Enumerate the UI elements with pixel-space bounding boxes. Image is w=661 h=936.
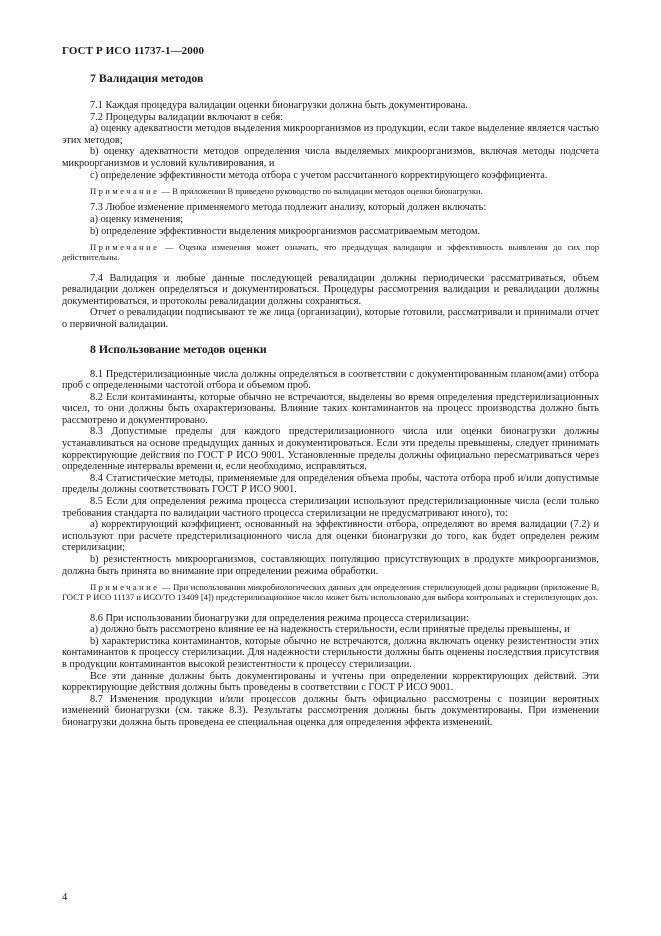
note-label: Примечание <box>90 582 160 593</box>
para-8-5-b: b) резистентность микроорганизмов, составляющих популяцию присутствующих в продукте микроорганизмов, должна быть принята во внимание при определении режима обработки. <box>62 554 599 577</box>
para-8-4: 8.4 Статистические методы, применяемые для определения объема пробы, частота отбора проб и/или допустимые пределы должны соответствовать ГОСТ Р ИСО 9001. <box>62 472 599 496</box>
page-body <box>62 66 599 729</box>
para-8-7: 8.7 Изменения продукции и/или процессов должны быть официально рассмотрены с позиции вероятных изменений бионагрузки (см. также 8.3). Результаты рассмотрения должны быть документированы. При изменении бионагрузки должна быть проведена ее специальная оценка для определения эффекта изменений. <box>62 693 599 728</box>
note-7-3 <box>62 242 599 262</box>
para-7-3-b: b) определение эффективности выделения микроорганизмов рассматриваемым методом. <box>90 225 481 237</box>
para-7-4-report: Отчет о ревалидации подписывают те же лица (организации), которые готовили, рассматривали и принимали отчет о первичной валидации. <box>62 307 599 330</box>
para-8-5: 8.5 Если для определения режима процесса стерилизации используют предстерилизационные числа (если только требования стандарта по валидации частного процесса стерилизации не предусматривают иного), то: <box>62 496 599 519</box>
para-7-3-a: а) оценку изменения; <box>90 213 184 225</box>
para-7-3: 7.3 Любое изменение применяемого метода подлежит анализу, который должен включать: <box>90 202 487 214</box>
para-8-5-a: а) корректирующий коэффициент, основанный на эффективности отбора, определяют во время валидации (7.2) и используют при расчете предстерилизационного числа для оценки бионагрузки до того, как будет определен режим стерилизации; <box>62 519 599 554</box>
para-8-6: 8.6 При использовании бионагрузки для определения режима процесса стерилизации: <box>90 612 469 624</box>
para-7-2-b: b) оценку адекватности методов определения числа выделяемых микроорганизмов, включая методы подсчета микроорганизмов и условий культивирования, и <box>62 146 599 169</box>
note-label: Примечание <box>90 242 160 253</box>
note-text: — Оценка изменения может означать, что предыдущая валидация и эффективность выявления до сих пор действительны. <box>62 242 599 263</box>
page-number: 4 <box>62 892 68 903</box>
para-7-2: 7.2 Процедуры валидации включают в себя: <box>90 111 284 123</box>
para-8-6-a: а) должно быть рассмотрено влияние ее на надежность стерильности, если принятые пределы превышены, и <box>90 624 570 636</box>
para-8-6-summary: Все эти данные должны быть документированы и учтены при определении корректирующих действий. Эти корректирующие действия должны быть проведены в соответствии с ГОСТ Р ИСО 9001. <box>62 670 599 694</box>
para-8-2: 8.2 Если контаминанты, которые обычно не встречаются, выделены во время определения предстерилизационных чисел, то они должны быть охарактеризованы. Влияние таких контаминантов на процесс производства должно быть рассмотрено и документировано. <box>62 391 599 426</box>
para-8-6-b: b) характеристика контаминантов, которые обычно не встречаются, должна включать оценку резистентности этих контаминантов к процессу стерилизации. Для надежности стерильности должны быть оценены последствия присутствия в продукции контаминантов высокой резистентности к процессу стерилизации. <box>62 635 599 670</box>
para-7-2-c: с) определение эффективности метода отбора с учетом рассчитанного корректирующего коэффициента. <box>90 169 548 181</box>
note-label: Примечание <box>90 186 160 197</box>
para-7-4: 7.4 Валидация и любые данные последующей ревалидации должны периодически рассматриваться, объем ревалидации должен определяться и документироваться. Процедуры рассмотрения валидации и ревалидации должны документироваться, и протоколы ревалидации должны сохраняться. <box>62 272 599 307</box>
note-text: — При использовании микробиологических данных для определения стерилизующей дозы радиации (приложение В, ГОСТ Р ИСО 11137 и ИСО/ТО 13409 [4]) предстерилизационное число может быть использовано для выбора контрольных и стерилизующих доз. <box>62 582 599 603</box>
running-header: ГОСТ Р ИСО 11737-1—2000 <box>62 45 205 57</box>
para-8-1: 8.1 Предстерилизационные числа должны определяться в соответствии с документированным планом(ами) отбора проб с определенными частотой отбора и объемом проб. <box>62 368 599 392</box>
note-8-5 <box>62 582 599 602</box>
note-text: — В приложении В приведено руководство по валидации методов оценки бионагрузки. <box>159 186 483 197</box>
note-7-2 <box>62 186 599 196</box>
section-8-heading: 8 Использование методов оценки <box>90 341 267 356</box>
section-7-heading: 7 Валидация методов <box>90 71 204 85</box>
para-8-3: 8.3 Допустимые пределы для каждого предстерилизационного числа или оценки бионагрузки должны устанавливаться на основе предыдущих данных и документироваться. Если эти пределы превышены, следует принимать корректирующие действия по ГОСТ Р ИСО 9001. Установленные пределы должны официально пересматриваться через определенные интервалы времени и, если необходимо, исправляться. <box>62 426 599 473</box>
para-7-2-a: а) оценку адекватности методов выделения микроорганизмов из продукции, если такое выделение является частью этих методов; <box>62 123 599 146</box>
para-7-1: 7.1 Каждая процедура валидации оценки бионагрузки должна быть документирована. <box>90 100 468 111</box>
